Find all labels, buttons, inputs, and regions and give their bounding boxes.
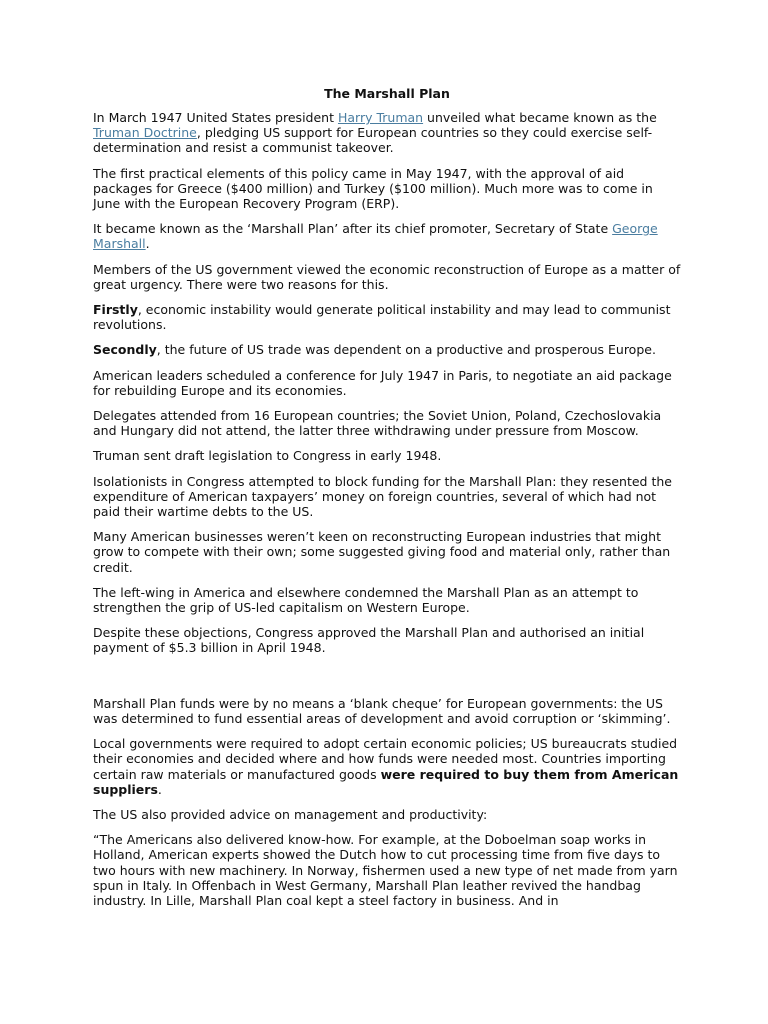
paragraph-text: . — [157, 781, 162, 797]
paragraph-left-wing: The left-wing in America and elsewhere condemned the Marshall Plan as an attempt to strengthen the grip of US-led capitalism on Western Europe. — [93, 584, 639, 616]
paragraph-know-how-quote: “The Americans also delivered know-how. For example, at the Doboelman soap works in Holland, American experts showed the Dutch how to cut processing time from five days to two hours with new machinery. In Norway, fishermen used a new type of net made from yarn spun in Italy. In Offenbach in West Germany, Marshall Plan leather revived the handbag industry. In Lille, Marshall Plan coal kept a steel factory in business. And in — [93, 832, 678, 908]
paragraph-isolationists: Isolationists in Congress attempted to block funding for the Marshall Plan: they resented the expenditure of American taxpayers’ money on foreign countries, several of which had not paid their wartime debts to the US. — [93, 473, 672, 520]
paragraph-businesses: Many American businesses weren’t keen on reconstructing European industries that might grow to compete with their own; some suggested giving food and material only, rather than credit. — [93, 529, 671, 575]
paragraph-marshall-plan-name — [93, 221, 681, 251]
paragraph-text: It became known as the ‘Marshall Plan’ after its chief promoter, Secretary of State — [93, 221, 613, 237]
bold-secondly: Secondly — [93, 342, 157, 358]
paragraph-firstly — [93, 302, 681, 332]
document-title: The Marshall Plan — [324, 86, 450, 101]
paragraph-text: . — [145, 236, 150, 252]
paragraph-congress-approved: Despite these objections, Congress approved the Marshall Plan and authorised an initial payment of $5.3 billion in April 1948. — [93, 625, 645, 656]
paragraph-economic-policies — [93, 736, 681, 797]
paragraph-text: , pledging US support for European countries so they could exercise self-determination and resist a communist takeover. — [93, 125, 653, 156]
truman-doctrine-link[interactable]: Truman Doctrine — [93, 125, 197, 141]
paragraph-text: Local governments were required to adopt certain economic policies; US bureaucrats studied their economies and decided where and how funds were needed most. Countries importing certain raw materials or manufactured goods — [93, 736, 678, 782]
paragraph-urgency: Members of the US government viewed the economic reconstruction of Europe as a matter of great urgency. There were two reasons for this. — [93, 261, 681, 292]
document-page — [93, 86, 681, 918]
bold-firstly: Firstly — [93, 302, 138, 318]
paragraph-delegates: Delegates attended from 16 European countries; the Soviet Union, Poland, Czechoslovakia and Hungary did not attend, the latter three withdrawing under pressure from Moscow. — [93, 408, 662, 439]
paragraph-aid-packages: The first practical elements of this policy came in May 1947, with the approval of aid packages for Greece ($400 million) and Turkey ($100 million). Much more was to come in June with the European Recovery Program (ERP). — [93, 165, 653, 212]
bold-american-suppliers: were required to buy them from American suppliers — [93, 766, 679, 797]
paragraph-blank-cheque: Marshall Plan funds were by no means a ‘blank cheque’ for European governments: the US was determined to fund essential areas of development and avoid corruption or ‘skimming’. — [93, 695, 671, 726]
paragraph-text: , economic instability would generate political instability and may lead to communist revolutions. — [93, 302, 671, 333]
paragraph-text: In March 1947 United States president — [93, 110, 338, 125]
paragraph-advice: The US also provided advice on management and productivity: — [93, 806, 488, 822]
paragraph-text: unveiled what became known as the — [423, 110, 657, 125]
paragraph-truman-doctrine — [93, 110, 681, 156]
paragraph-paris-conference: American leaders scheduled a conference for July 1947 in Paris, to negotiate an aid package for rebuilding Europe and its economies. — [93, 367, 672, 398]
paragraph-draft-legislation: Truman sent draft legislation to Congress in early 1948. — [93, 448, 442, 464]
harry-truman-link[interactable]: Harry Truman — [337, 110, 424, 125]
paragraph-secondly — [93, 342, 681, 357]
blank-space — [93, 666, 681, 696]
paragraph-text: , the future of US trade was dependent on a productive and prosperous Europe. — [156, 342, 656, 358]
george-marshall-link[interactable]: George Marshall — [93, 221, 658, 252]
